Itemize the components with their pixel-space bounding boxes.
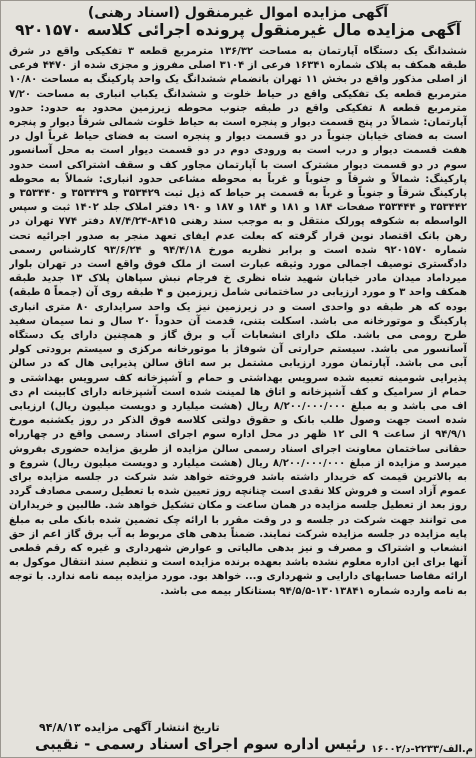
reference-code: ۱۶۰۰۲/م.الف/۲۲۳۳-د bbox=[371, 744, 473, 755]
divider bbox=[1, 40, 475, 42]
signer-line: رئیس اداره سوم اجرای اسناد رسمی - نقیبی bbox=[35, 735, 366, 753]
publish-date: تاریخ انتشار آگهی مزایده ۹۴/۸/۱۳ bbox=[39, 721, 220, 734]
notice-body: ششدانگ یک دستگاه آپارتمان به مساحت ۱۳۶/۳۲ مترمربع قطعه ۳ تفکیکی واقع در شرق طبقه همکف به پلاک شماره ۱۶۳۴۱ فرعی از ۳۱۰۴ اصلی مفروز و مجزی شده از ۴۴۷۰ فرعی از اصلی مذکور واقع در بخش ۱۱ تهران بانضمام ششدانگ یک واحد پارکینگ به مساحت ۱۰/۸۰ مترمربع قطعه یک تفکیکی واقع در حیاط خلوت و ششدانگ یکباب انباری به مساحت ۷/۲۰ مترمربع قطعه ۸ تفکیکی واقع در طبقه جنوب محوطه زیرزمین محدود به حدود: حدود آپارتمان: شمالاً در پنج قسمت دیوار و پنجره است به حیاط خلوت شمالی شرقاً دیوار و پنجره است به فضای خیابان جنوباً در دو قسمت دیوار و پنجره است به فضای حیاط غرباً اول در هفت قسمت دیوار و درب است به ورودی دوم در دو قسمت دیوار است به محل آسانسور سوم در دو قسمت دیوار مشترک است با آپارتمان مجاور کف و سقف اشتراکی است حدود پارکینگ: شمالاً و شرقاً و جنوباً و غرباً به محوطه مشاعی حدود انباری: شمالاً به محوطه پارکینگ شرقاً و جنوباً و غرباً به قسمت پر حیاط که ذیل ثبت ۳۵۳۴۲۹ و ۳۵۳۴۳۹ و ۳۵۳۴۴۰ و ۳۵۳۴۴۲ و ۳۵۳۴۴۴ صفحات ۱۸۴ و ۱۸۱ و ۱۸۴ و ۱۸۷ و ۱۹۰ دفتر املاک جلد ۱۴۰۲ ثبت و سپس الواسطه به شکوفه پورلک منتقل و به موجب سند رهنی ۸۴۱۵-۸۷/۴/۲۴ دفتر ۷۷۴ تهران در رهن بانک اقتصاد نوین قرار گرفته که بعلت عدم ایفای تعهد منجر به صدور اجرائیه تحت شماره ۹۲۰۱۵۷۰ شده است و برابر نظریه مورخ ۹۴/۴/۱۸ و ۹۳/۶/۲۴ کارشناس رسمی دادگستری توصیف اجمالی مورد وثیقه عبارت است از ملک فوق واقع است در تهران بلوار میرداماد میدان مادر خیابان شهید شاه نظری خ فرجام نبش سپاهان پلاک ۱۳ جدید طبقه همکف واحد ۳ و مورد ارزیابی در ساختمانی شامل زیرزمین و ۴ طبقه روی آن (جمعاً ۵ طبقه) بوده که هر طبقه دو واحدی است و در زیرزمین نیز یک واحد سرایداری ۸۰ متری انباری پارکینگ و موتورخانه می باشد. اسکلت بتنی، قدمت آن حدوداً ۲۰ سال و نما سیمان سفید طرح رومی می باشد. ملک دارای انشعابات آب و برق گاز و همچنین دارای یک دستگاه آسانسور می باشد. سیستم حرارتی آن شوفاژ با موتورخانه مرکزی و سیستم برودتی کولر آبی می باشد. آپارتمان مورد ارزیابی مشتمل بر سه اتاق سالن پذیرایی هال که در سالن پذیرایی شومینه تعبیه شده سرویس بهداشتی و حمام و آشپزخانه کف سرویس بهداشتی و حمام از سرامیک و کف آشپزخانه و اتاق ها لمینت شده است آشپزخانه دارای کابینت ام دی اف می باشد و به مبلغ ۸/۲۰۰/۰۰۰/۰۰۰ ریال (هشت میلیارد و دویست میلیون ریال) ارزیابی شده است جهت وصول طلب بانک و حقوق دولتی کلاسه فوق الذکر در روز یکشنبه مورخ ۹۴/۹/۱ از ساعت ۹ الی ۱۲ ظهر در محل اداره سوم اجرای اسناد رسمی واقع در چهارراه حقانی ساختمان معاونت اجرای اسناد رسمی سالن مزایده از طریق مزایده حضوری بفروش میرسد و مزایده از مبلغ ۸/۲۰۰/۰۰۰/۰۰۰ ریال (هشت میلیارد و دویست میلیون ریال) شروع و به بالاترین قیمت که خریدار داشته باشد فروخته خواهد شد شرکت در جلسه مزایده برای عموم آزاد است و فروش کلا نقدی است چنانچه روز تعیین شده با تعطیل رسمی مصادف گردد روز بعد از تعطیل جلسه مزایده در همان ساعت و مکان تشکیل خواهد شد. طالبین و خریداران می توانند جهت شرکت در جلسه و در وقت مقرر با ارائه چک تضمین شده بانک ملی به مبلغ پایه مزایده در جلسه مزایده شرکت نمایند. ضمناً بدهی های مربوط به آب برق گاز اعم از حق انشعاب و اشتراک و مصرف و نیز بدهی مالیاتی و عوارض شهرداری و غیره که رقم قطعی آنها برای این اداره معلوم نشده باشد بعهده برنده مزایده است و تنظیم سند انتقال موکول به ارائه مفاصا حسابهای دارایی و شهرداری و... خواهد بود. مورد مزایده بیمه نامه ندارد. با توجه به نامه وارده شماره ۱۳۰۱۳۸۴۱-۹۴/۵/۵ بستانکار بیمه می باشد. bbox=[9, 45, 467, 597]
notice-subtitle: آگهی مزایده مال غیرمنقول پرونده اجرائی کلاسه ۹۲۰۱۵۷۰ bbox=[15, 21, 461, 40]
notice-title: آگهی مزایده اموال غیرمنقول (اسناد رهنی) bbox=[87, 5, 389, 21]
